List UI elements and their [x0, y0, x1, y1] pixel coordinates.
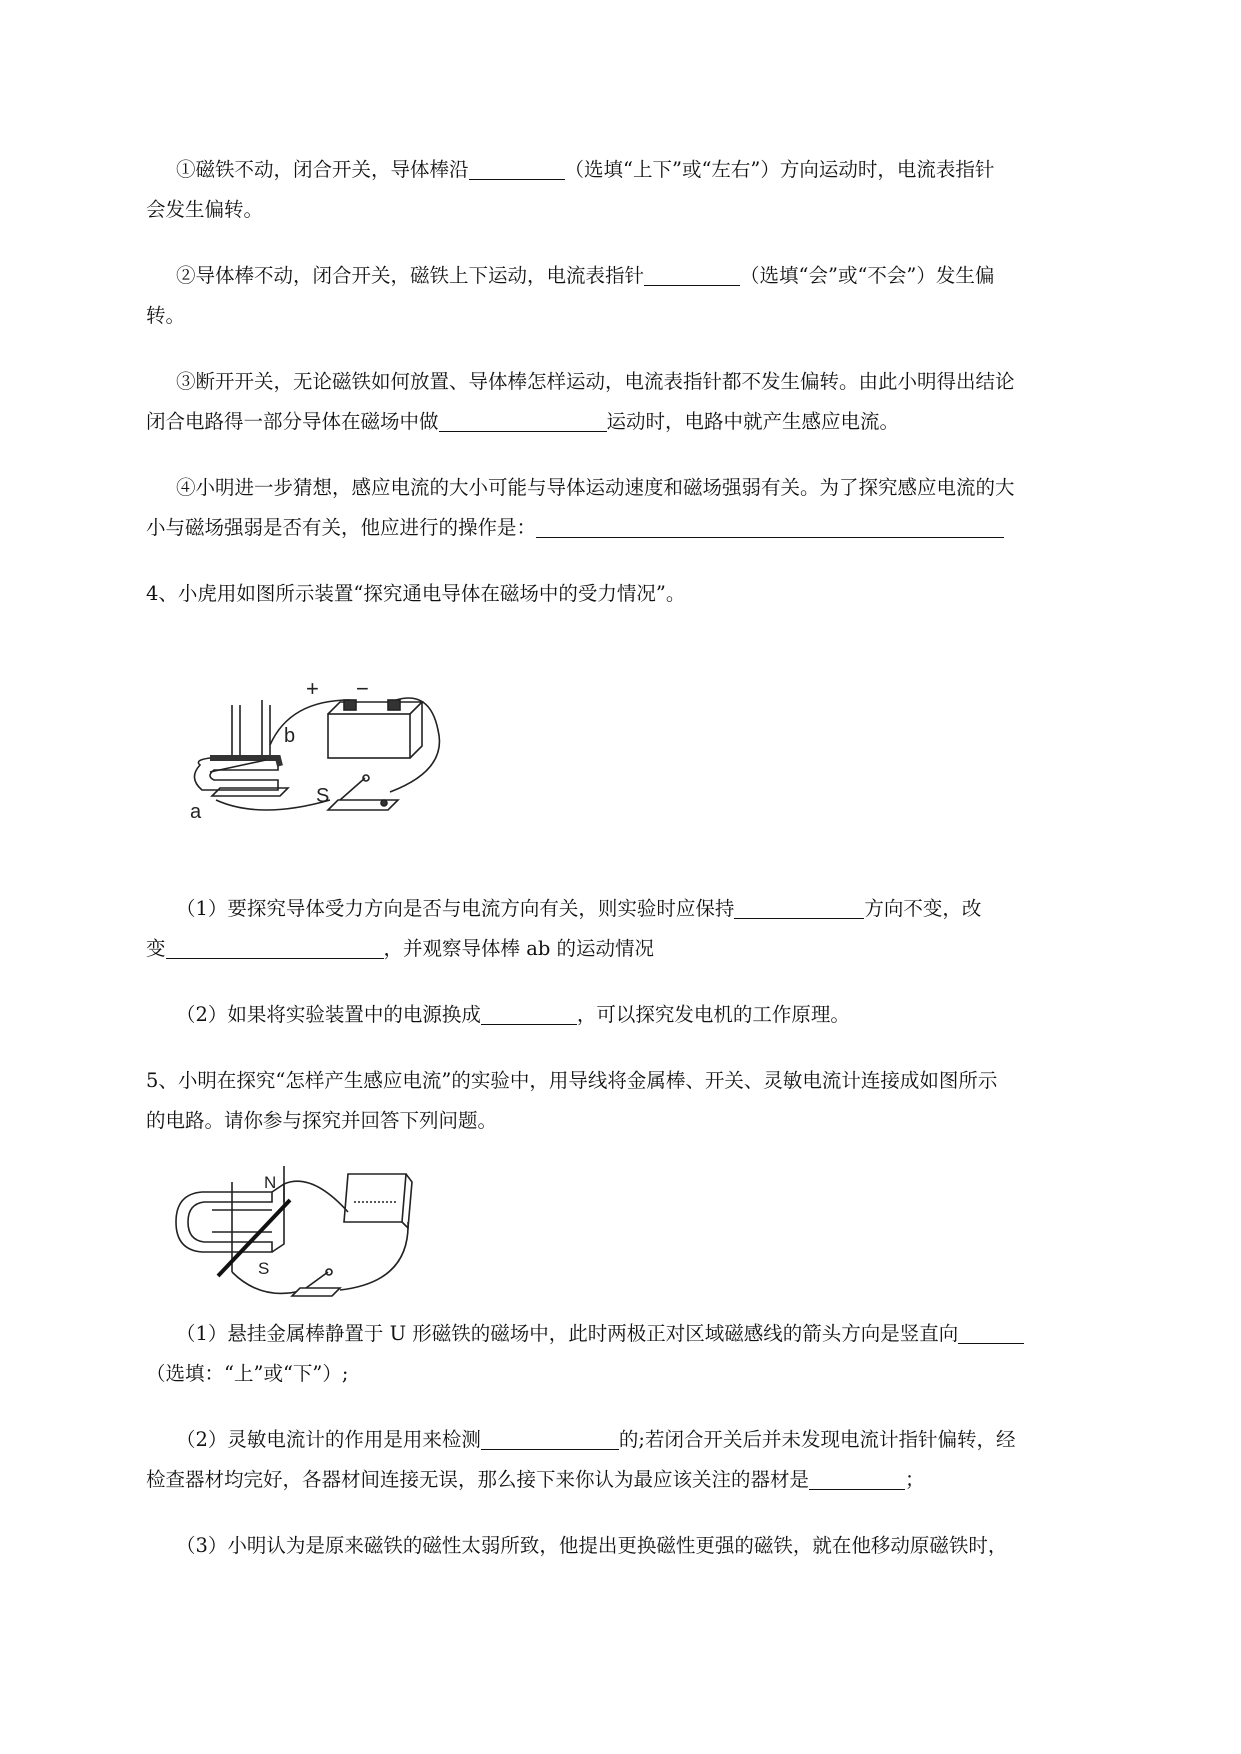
q4-apparatus-figure — [180, 670, 470, 830]
q5-p2-line2: 检查器材均完好，各器材间连接无误，那么接下来你认为最应该关注的器材是 ； — [146, 1468, 925, 1491]
q3-item4-line2: 小与磁场强弱是否有关，他应进行的操作是： — [146, 515, 1004, 541]
minus-label: − — [356, 676, 369, 701]
plus-label: + — [306, 676, 319, 701]
q5-p3-line1: （3）小明认为是原来磁铁的磁性太弱所致，他提出更换磁性更强的磁铁，就在他移动原磁铁时， — [176, 1534, 1008, 1557]
switch-label: S — [316, 785, 330, 807]
answer-blank[interactable] — [809, 1469, 905, 1490]
q3-item3-line1: ③断开开关，无论磁铁如何放置、导体棒怎样运动，电流表指针都不发生偏转。由此小明得出结论 — [176, 370, 1015, 393]
pole-s-label: S — [258, 1259, 270, 1278]
answer-blank[interactable] — [536, 517, 1004, 538]
q4-stem: 4、小虎用如图所示装置“探究通电导体在磁场中的受力情况”。 — [146, 582, 686, 605]
q4-p2-line: （2）如果将实验装置中的电源换成 ，可以探究发电机的工作原理。 — [176, 1003, 850, 1026]
answer-blank[interactable] — [481, 1429, 619, 1450]
q5-stem-line2: 的电路。请你参与探究并回答下列问题。 — [146, 1109, 498, 1132]
q3-item2-line2: 转。 — [146, 304, 186, 327]
answer-blank[interactable] — [734, 898, 864, 919]
q4-p1-line1: （1）要探究导体受力方向是否与电流方向有关，则实验时应保持 方向不变，改 — [176, 897, 982, 920]
q5-p1-line1: （1）悬挂金属棒静置于 U 形磁铁的磁场中，此时两极正对区域磁感线的箭头方向是竖直向 — [176, 1321, 1024, 1347]
pole-n-label: N — [264, 1173, 277, 1192]
answer-blank[interactable] — [439, 411, 607, 432]
answer-blank[interactable] — [958, 1323, 1024, 1344]
q3-item3-line2: 闭合电路得一部分导体在磁场中做 运动时，电路中就产生感应电流。 — [146, 410, 900, 433]
q3-item1-line2: 会发生偏转。 — [146, 198, 264, 221]
q5-stem-line1: 5、小明在探究“怎样产生感应电流”的实验中，用导线将金属棒、开关、灵敏电流计连接成如图所示 — [146, 1069, 998, 1092]
q3-item4-line1: ④小明进一步猜想，感应电流的大小可能与导体运动速度和磁场强弱有关。为了探究感应电流的大 — [176, 476, 1015, 499]
q3-item2-line1: ②导体棒不动，闭合开关，磁铁上下运动，电流表指针 （选填“会”或“不会”）发生偏 — [176, 264, 995, 287]
answer-blank[interactable] — [644, 265, 740, 286]
q3-item1-line1: ①磁铁不动，闭合开关，导体棒沿 （选填“上下”或“左右”）方向运动时，电流表指针 — [176, 158, 995, 181]
label-a: a — [190, 801, 202, 823]
answer-blank[interactable] — [469, 159, 565, 180]
q5-apparatus-figure — [172, 1162, 412, 1302]
answer-blank[interactable] — [481, 1004, 577, 1025]
label-b: b — [284, 725, 296, 747]
answer-blank[interactable] — [166, 938, 384, 959]
q5-p1-line2: （选填：“上”或“下”）; — [146, 1362, 349, 1385]
q5-p2-line1: （2）灵敏电流计的作用是用来检测 的;若闭合开关后并未发现电流计指针偏转，经 — [176, 1428, 1016, 1451]
q4-p1-line2: 变 ，并观察导体棒 ab 的运动情况 — [146, 937, 655, 960]
